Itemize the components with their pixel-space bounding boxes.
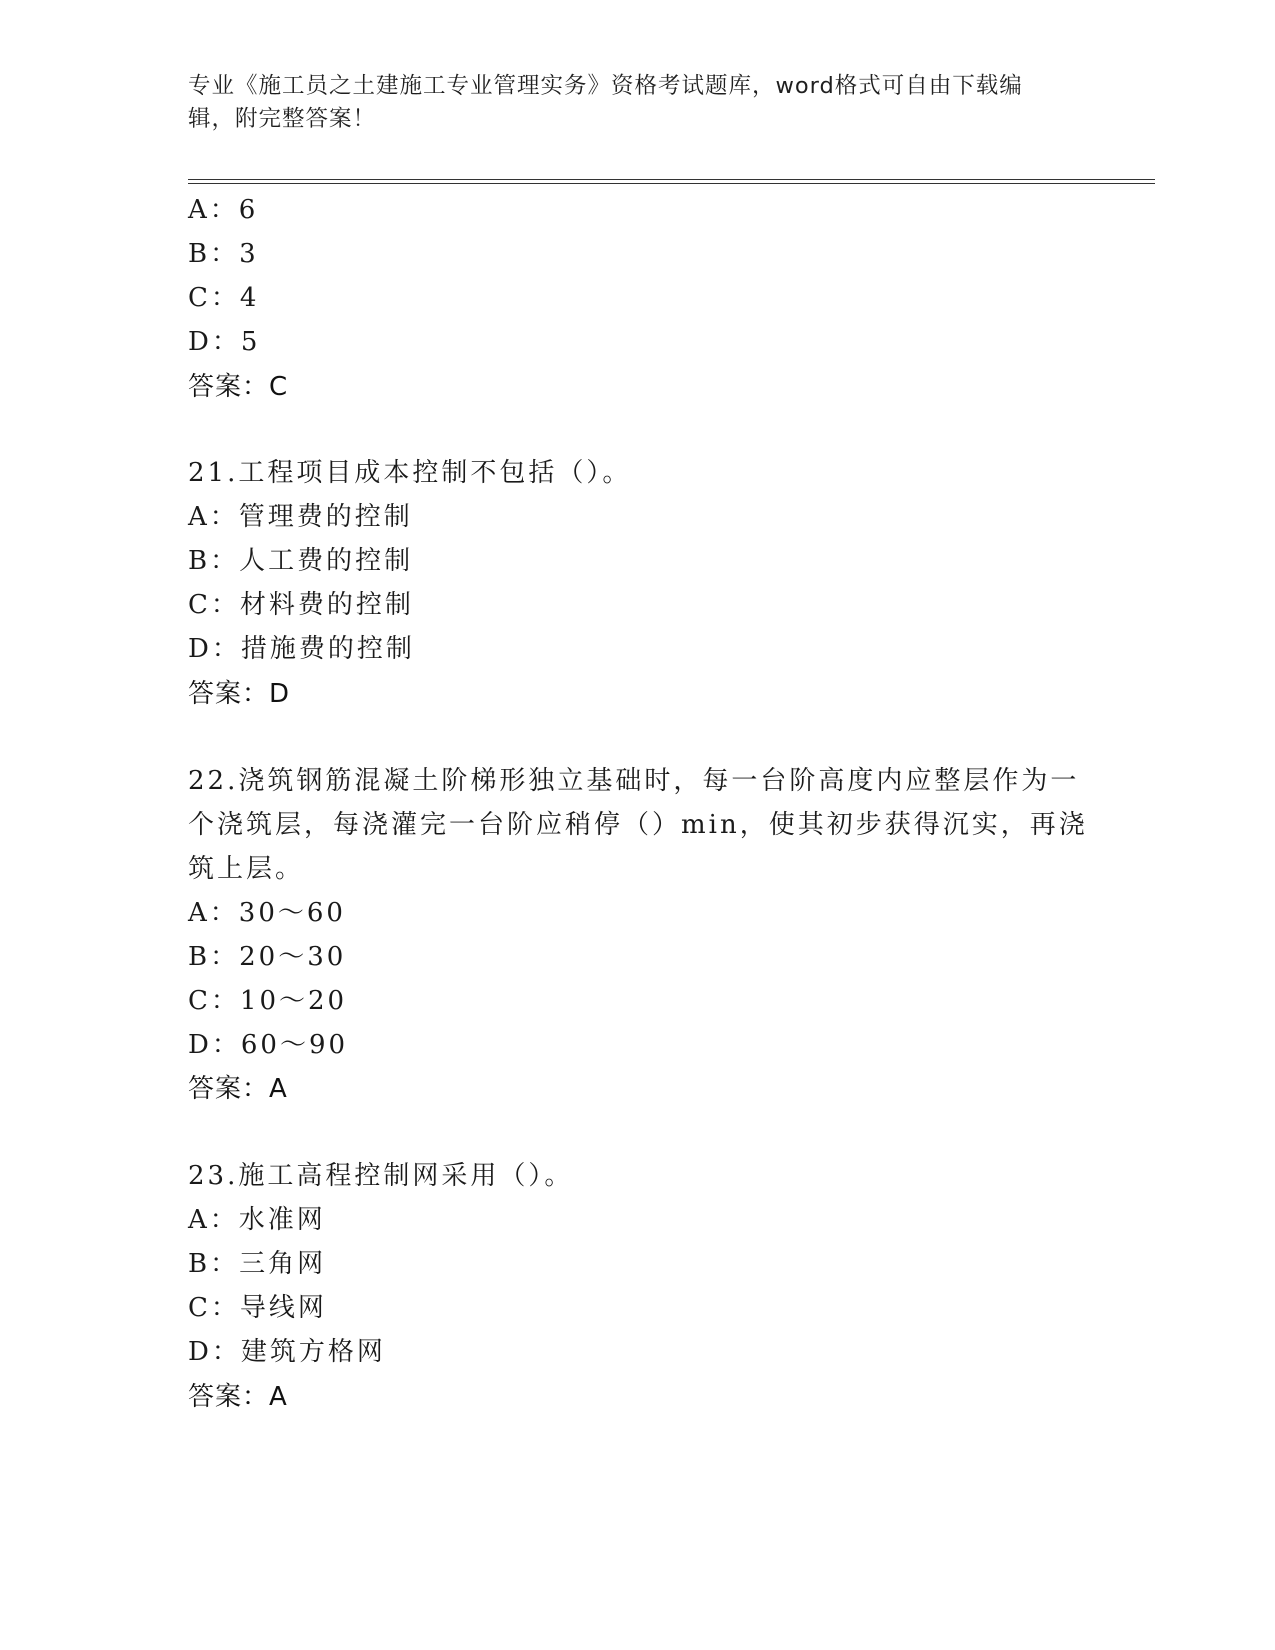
q22-stem-line-3: 筑上层。 xyxy=(188,854,305,884)
option-label: D： xyxy=(188,327,241,357)
option-text: 5 xyxy=(240,327,261,357)
option-label: A： xyxy=(188,1205,239,1235)
option-text: 导线网 xyxy=(239,1293,327,1323)
q21-stem: 21.工程项目成本控制不包括（）。 xyxy=(188,458,632,488)
option-label: C： xyxy=(188,590,240,620)
option-text: 20～30 xyxy=(239,942,347,972)
q23-option-b xyxy=(188,1243,1088,1280)
q20-option-a xyxy=(188,189,1088,226)
q21-option-d xyxy=(188,628,1088,665)
q22-option-c xyxy=(188,980,1088,1017)
header-rule-top xyxy=(188,179,1155,180)
option-label: C： xyxy=(188,283,240,313)
option-label: B： xyxy=(188,942,240,972)
option-text: 材料费的控制 xyxy=(239,590,414,620)
q21-answer: 答案：D xyxy=(188,679,291,709)
q21-option-b xyxy=(188,540,1088,577)
q20-option-b xyxy=(188,233,1088,270)
option-label: A： xyxy=(188,195,239,225)
q21-option-a xyxy=(188,496,1088,533)
option-label: D： xyxy=(188,634,241,664)
header-line-2: 辑，附完整答案！ xyxy=(188,106,377,132)
q22-stem-line-1: 22.浇筑钢筋混凝土阶梯形独立基础时，每一台阶高度内应整层作为一 xyxy=(188,766,1080,796)
q20-answer: 答案：C xyxy=(188,372,289,402)
q23-option-a xyxy=(188,1199,1088,1236)
q23-stem: 23.施工高程控制网采用（）。 xyxy=(188,1161,574,1191)
q23-answer: 答案：A xyxy=(188,1382,288,1412)
q22-option-a xyxy=(188,892,1088,929)
option-text: 人工费的控制 xyxy=(239,546,414,576)
option-label: C： xyxy=(188,986,240,1016)
option-text: 60～90 xyxy=(240,1030,349,1060)
option-label: B： xyxy=(188,546,240,576)
q20-option-c xyxy=(188,277,1088,314)
option-label: B： xyxy=(188,1249,240,1279)
option-label: A： xyxy=(188,898,239,928)
q21-option-c xyxy=(188,584,1088,621)
option-text: 6 xyxy=(238,195,259,225)
option-label: D： xyxy=(188,1030,241,1060)
q22-answer: 答案：A xyxy=(188,1074,288,1104)
option-label: D： xyxy=(188,1337,241,1367)
option-label: B： xyxy=(188,239,240,269)
option-text: 管理费的控制 xyxy=(238,502,413,532)
q20-option-d xyxy=(188,321,1088,358)
option-text: 三角网 xyxy=(239,1249,327,1279)
header-rule-bottom xyxy=(188,183,1155,184)
option-text: 措施费的控制 xyxy=(240,634,415,664)
q22-option-d xyxy=(188,1024,1088,1061)
q22-stem-line-2: 个浇筑层，每浇灌完一台阶应稍停（）min，使其初步获得沉实，再浇 xyxy=(188,810,1088,840)
option-text: 4 xyxy=(239,283,260,313)
option-label: C： xyxy=(188,1293,240,1323)
q23-option-d xyxy=(188,1331,1088,1368)
option-text: 水准网 xyxy=(238,1205,326,1235)
q23-option-c xyxy=(188,1287,1088,1324)
header-line-1: 专业《施工员之土建施工专业管理实务》资格考试题库，word格式可自由下载编 xyxy=(188,73,1023,99)
option-text: 3 xyxy=(239,239,259,269)
option-text: 30～60 xyxy=(238,898,346,928)
option-text: 建筑方格网 xyxy=(240,1337,386,1367)
q22-option-b xyxy=(188,936,1088,973)
option-label: A： xyxy=(188,502,239,532)
document-header xyxy=(188,70,1068,136)
option-text: 10～20 xyxy=(239,986,348,1016)
